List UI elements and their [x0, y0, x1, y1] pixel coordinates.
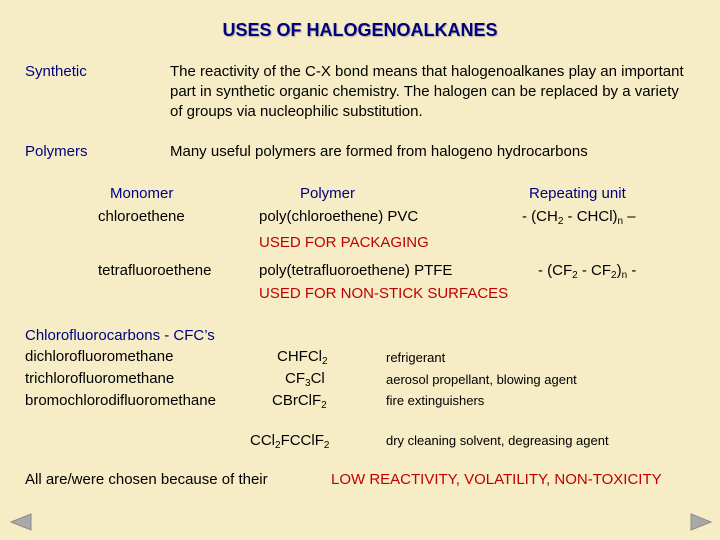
synthetic-term: Synthetic	[25, 63, 87, 80]
cfc-use: dry cleaning solvent, degreasing agent	[386, 433, 609, 448]
cfc-use: aerosol propellant, blowing agent	[386, 372, 577, 387]
cfc-formula: CHFCl$_2$	[277, 348, 328, 367]
cfc-name: trichlorofluoromethane	[25, 370, 175, 387]
repeating-unit-pvc: - ($CH_2$ - $CHCl)_n$ –	[522, 208, 636, 227]
cfc-name: bromochlorodifluoromethane	[25, 392, 216, 409]
polymer-ptfe: poly(tetrafluoroethene) PTFE	[259, 262, 453, 279]
use-non-stick: USED FOR NON-STICK SURFACES	[259, 285, 509, 302]
cfc-formula: CBrClF$_2$	[272, 392, 327, 411]
repeating-unit-ptfe: - $(CF_2 - CF_2)_n$ -	[538, 262, 637, 281]
monomer-tetrafluoroethene: tetrafluoroethene	[98, 262, 212, 279]
cfc-use: refrigerant	[386, 350, 446, 365]
synthetic-description: The reactivity of the C-X bond means that halogenoalkanes play an important part in synthetic organic chemistry. The halogen can be replaced by a variety of groups via nucleophilic substitution.	[170, 63, 684, 120]
prev-slide-button[interactable]	[10, 513, 32, 536]
triangle-right-icon	[690, 513, 712, 531]
use-packaging: USED FOR PACKAGING	[259, 234, 429, 251]
conclusion-emphasis: LOW REACTIVITY, VOLATILITY, NON-TOXICITY	[331, 471, 662, 488]
polymers-description: Many useful polymers are formed from halogeno hydrocarbons	[170, 143, 588, 160]
triangle-left-icon	[10, 513, 32, 531]
cfc-heading: Chlorofluorocarbons - CFC’s	[25, 327, 215, 344]
header-repeating-unit: Repeating unit	[529, 185, 626, 202]
monomer-chloroethene: chloroethene	[98, 208, 185, 225]
next-slide-button[interactable]	[690, 513, 712, 536]
cfc-use: fire extinguishers	[386, 393, 485, 408]
polymers-term: Polymers	[25, 143, 88, 160]
cfc-formula: $CF_3Cl$	[285, 370, 325, 389]
header-polymer: Polymer	[300, 185, 356, 202]
cfc-name: dichlorofluoromethane	[25, 348, 174, 365]
polymer-pvc: poly(chloroethene) PVC	[259, 208, 419, 225]
conclusion-text: All are/were chosen because of their	[25, 471, 268, 488]
cfc-formula: CCl$_2$FCClF$_2$	[250, 432, 330, 451]
page-title: USES OF HALOGENOALKANES	[222, 20, 498, 40]
header-monomer: Monomer	[110, 185, 174, 202]
